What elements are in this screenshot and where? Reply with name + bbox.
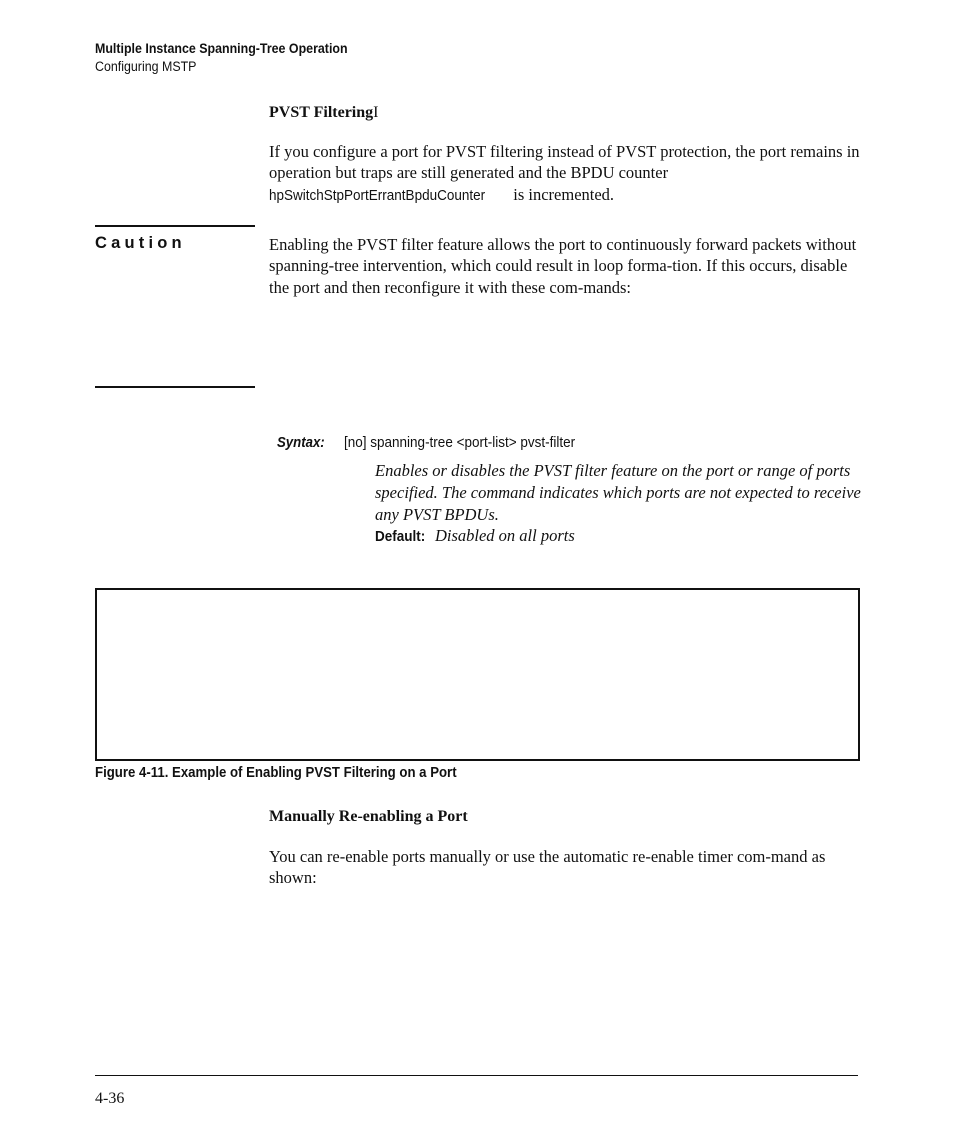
- default-label: Default:: [375, 528, 426, 545]
- heading-index-marker: I: [373, 104, 379, 121]
- running-header-title: Multiple Instance Spanning-Tree Operation: [95, 41, 348, 56]
- caution-top-rule: [95, 225, 255, 227]
- section-heading-reenable: Manually Re-enabling a Port: [269, 808, 468, 825]
- pvst-filtering-paragraph: [269, 141, 861, 206]
- caution-bottom-rule: [95, 386, 255, 388]
- figure-placeholder-box: [95, 588, 860, 761]
- running-header-subtitle: Configuring MSTP: [95, 59, 197, 74]
- default-value: Disabled on all ports: [434, 526, 575, 545]
- errant-bpdu-counter-name: hpSwitchStpPortErrantBpduCounter: [269, 186, 486, 204]
- default-row: [375, 526, 575, 546]
- syntax-command: [no] spanning-tree <port-list> pvst-filter: [344, 434, 576, 451]
- pvst-filtering-text-part1: If you configure a port for PVST filtering instead of PVST protection, the port remains in operation but traps are still generated and the BPDU counter: [269, 142, 860, 183]
- syntax-label: Syntax:: [277, 434, 325, 451]
- footer-rule: [95, 1075, 858, 1076]
- pvst-filtering-text-part2: is incremented.: [513, 184, 615, 204]
- syntax-description: Enables or disables the PVST filter feature on the port or range of ports specified. The command indicates which ports are not expected to receive any PVST BPDUs.: [375, 461, 861, 524]
- section-heading-pvst-filtering: [269, 104, 378, 122]
- figure-caption: Figure 4-11. Example of Enabling PVST Filtering on a Port: [95, 764, 457, 781]
- caution-text: Enabling the PVST filter feature allows the port to continuously forward packets without spanning-tree intervention, which could result in loop forma-tion. If this occurs, disable the port and then reconfigure it with these com-mands:: [269, 235, 857, 297]
- section-heading-text: PVST Filtering: [269, 104, 374, 121]
- reenable-paragraph: You can re-enable ports manually or use the automatic re-enable timer com-mand as shown:: [269, 847, 826, 888]
- page-number: 4-36: [95, 1090, 125, 1107]
- caution-label: Caution: [95, 234, 186, 252]
